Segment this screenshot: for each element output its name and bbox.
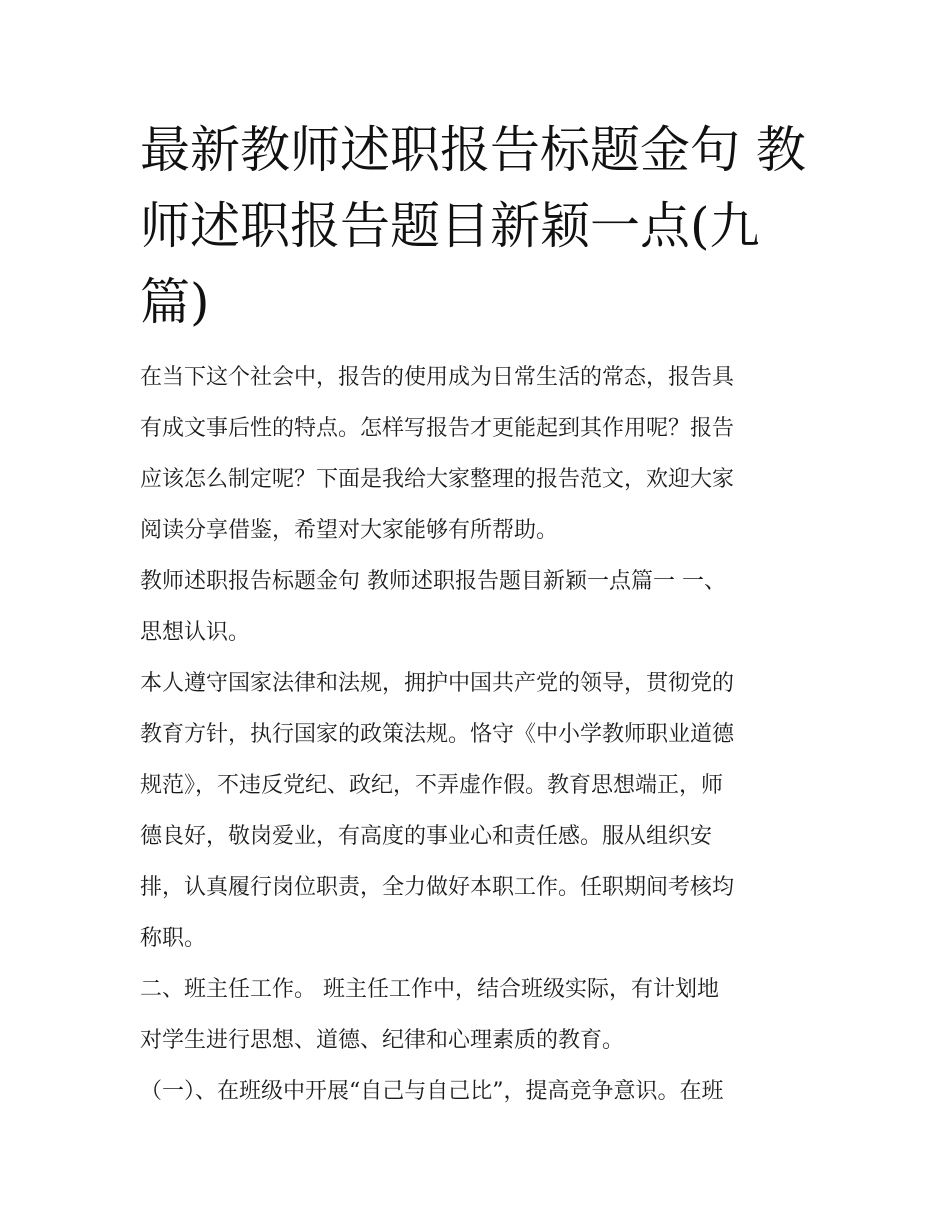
paragraph-line: 德良好，敬岗爱业，有高度的事业心和责任感。服从组织安 (140, 824, 713, 849)
paragraph-line: 对学生进行思想、道德、纪律和心理素质的教育。 (140, 1028, 625, 1053)
title-line: 篇) (140, 273, 210, 331)
intro-line: 在当下这个社会中，报告的使用成为日常生活的常态，报告具 (140, 365, 735, 390)
intro-line: 有成文事后性的特点。怎样写报告才更能起到其作用呢？报告 (140, 416, 735, 441)
title-line: 师述职报告题目新颖一点(九 (140, 197, 760, 255)
title-line: 最新教师述职报告标题金句 教 (140, 121, 806, 179)
intro-line: 应该怎么制定呢？下面是我给大家整理的报告范文，欢迎大家 (140, 467, 735, 492)
section-heading-line: 思想认识。 (140, 620, 251, 645)
intro-line: 阅读分享借鉴，希望对大家能够有所帮助。 (140, 518, 559, 543)
paragraph-line: （一）、在班级中开展“自己与自己比”，提高竞争意识。在班 (140, 1079, 724, 1104)
paragraph-line: 教育方针，执行国家的政策法规。恪守《中小学教师职业道德 (140, 722, 735, 747)
paragraph-line: 规范》，不违反党纪、政纪，不弄虚作假。教育思想端正，师 (140, 773, 724, 798)
paragraph-line: 排，认真履行岗位职责，全力做好本职工作。任职期间考核均 (140, 875, 735, 900)
paragraph-line: 本人遵守国家法律和法规，拥护中国共产党的领导，贯彻党的 (140, 671, 735, 696)
document-title (140, 112, 820, 340)
section-heading-line: 二、班主任工作。 班主任工作中，结合班级实际，有计划地 (140, 977, 719, 1002)
section-heading-line: 教师述职报告标题金句 教师述职报告题目新颖一点篇一 一、 (140, 569, 726, 594)
document-body (140, 352, 830, 1117)
paragraph-line: 称职。 (140, 926, 207, 951)
